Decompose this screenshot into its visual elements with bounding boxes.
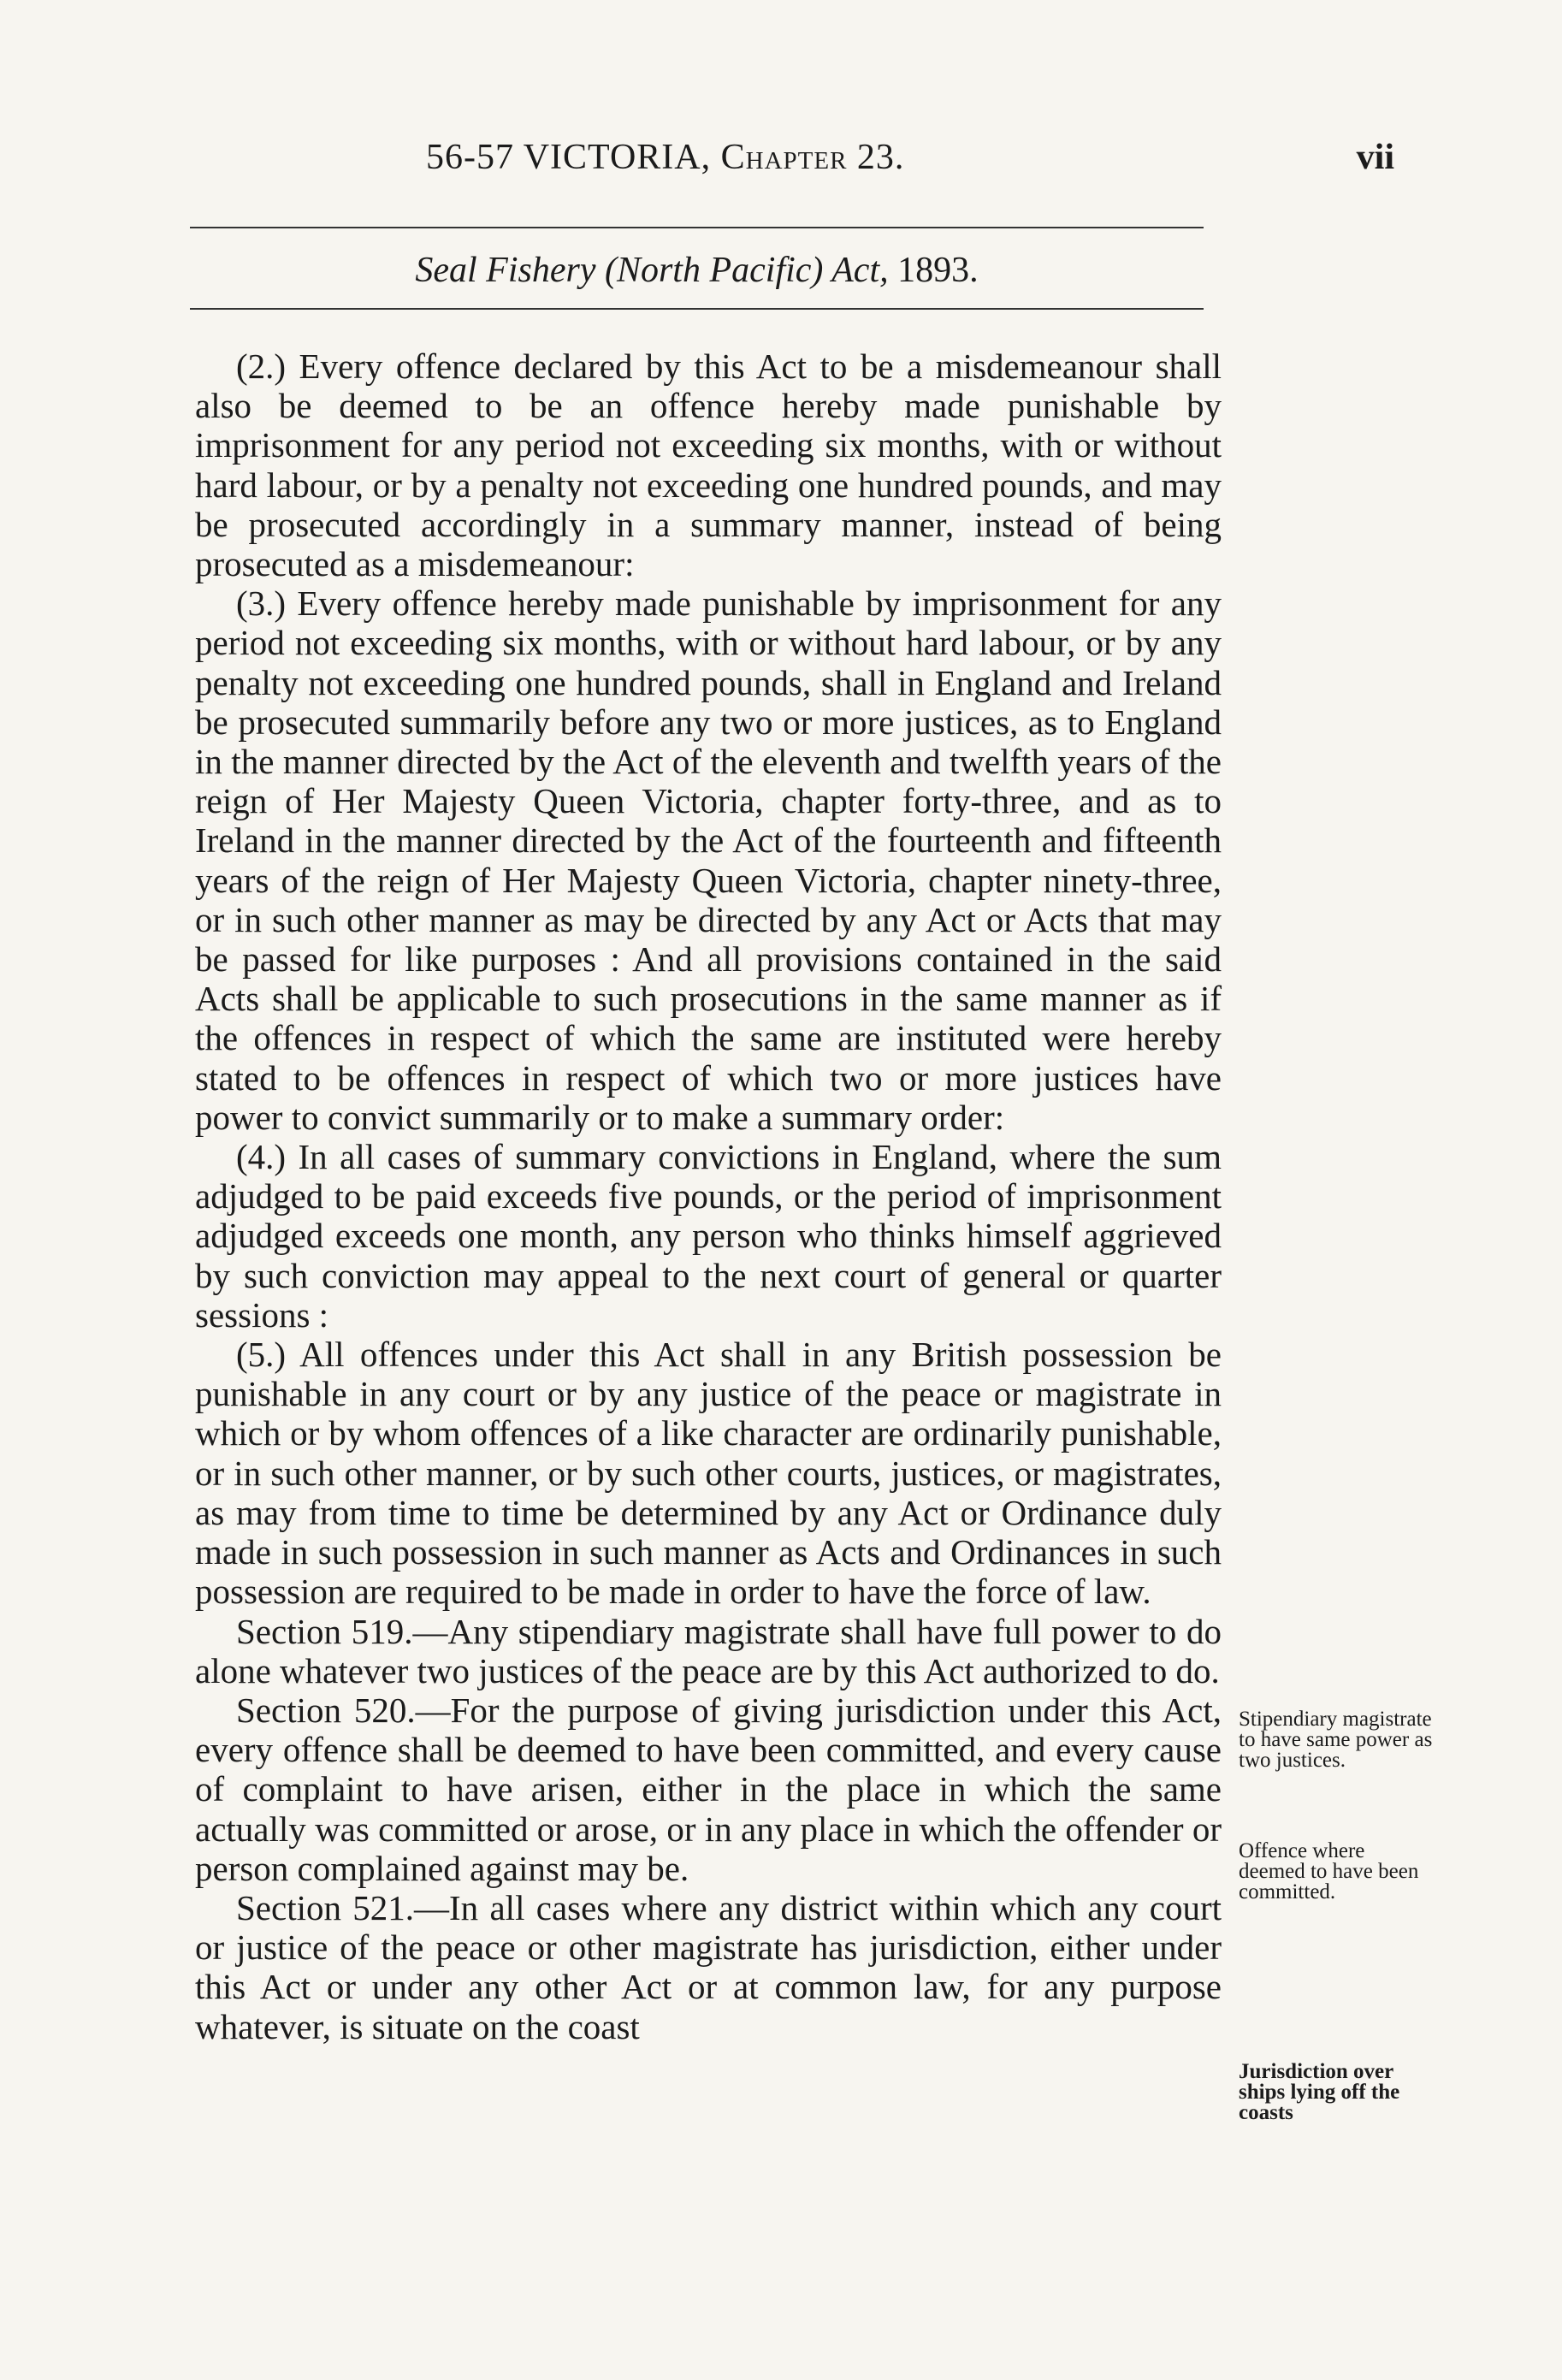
margin-note-offence-where: Offence where deemed to have been committed. <box>1239 1839 1419 1903</box>
margin-note-jurisdiction: Jurisdiction over ships lying off the coasts <box>1239 2060 1400 2124</box>
paragraph-subsection-4: (4.) In all cases of summary convictions in England, where the sum adjudged to be paid exceeds five pounds, or the period of imprisonment adjudged exceeds one month, any person who thinks himself aggrieved by such conviction may appeal to the next court of general or quarter sessions : <box>195 1137 1222 1335</box>
body-text <box>195 346 1222 2046</box>
running-header-title <box>426 137 904 178</box>
paragraph-section-520: Section 520.—For the purpose of giving jurisdiction under this Act, every offence shall be deemed to have been committed, and every cause of complaint to have arisen, either in the place in which the same actually was committed or arose, or in any place in which the offender or person complained against may be. <box>195 1690 1222 1888</box>
paragraph-section-521: Section 521.—In all cases where any district within which any court or justice of the peace or other magistrate has jurisdiction, either under this Act or under any other Act or at common law, for any purpose whatever, is situate on the coast <box>195 1887 1222 2046</box>
paragraph-subsection-5: (5.) All offences under this Act shall in any British possession be punishable in any court or by any justice of the peace or magistrate in which or by whom offences of a like character are ordinarily punishable, or in such other manner, or by such other courts, justices, or magistrates, as may from time to time be determined by any Act or Ordinance duly made in such possession in such manner as Acts and Ordinances in such possession are required to be made in order to have the force of law. <box>195 1335 1222 1612</box>
act-title-year: 1893. <box>897 251 979 290</box>
header-rule-bottom <box>190 308 1204 310</box>
act-title-name: Seal Fishery (North Pacific) Act, <box>415 251 889 290</box>
header-rule-top <box>190 227 1204 228</box>
running-header <box>197 137 1394 188</box>
paragraph-subsection-2: (2.) Every offence declared by this Act to be a misdemeanour shall also be deemed to be an offence hereby made punishable by imprisonment for any period not exceeding six months, with or without hard labour, or by a penalty not exceeding one hundred pounds, and may be prosecuted accordingly in a summary manner, instead of being prosecuted as a misdemeanour: <box>195 346 1222 584</box>
page-number: vii <box>1356 138 1394 177</box>
margin-note-stipendiary: Stipendiary magistrate to have same power as two justices. <box>1239 1708 1433 1772</box>
act-title <box>190 250 1204 291</box>
header-title-prefix: 56-57 VICTORIA, <box>426 138 712 177</box>
paragraph-subsection-3: (3.) Every offence hereby made punishable by imprisonment for any period not exceeding six months, with or without hard labour, or by any penalty not exceeding one hundred pounds, shall in England and Ireland be prosecuted summarily before any two or more justices, as to England in the manner directed by the Act of the eleventh and twelfth years of the reign of Her Majesty Queen Victoria, chapter forty-three, and as to Ireland in the manner directed by the Act of the fourteenth and fifteenth years of the reign of Her Majesty Queen Victoria, chapter ninety-three, or in such other manner as may be directed by any Act or Acts that may be passed for like purposes : And all provisions contained in the said Acts shall be applicable to such prosecutions in the same manner as if the offences in respect of which the same are instituted were hereby stated to be offences in respect of which two or more justices have power to convict summarily or to make a summary order: <box>195 583 1222 1137</box>
paragraph-section-519: Section 519.—Any stipendiary magistrate shall have full power to do alone whatever two justices of the peace are by this Act authorized to do. <box>195 1611 1222 1690</box>
header-title-chapter: Chapter 23. <box>720 138 905 177</box>
